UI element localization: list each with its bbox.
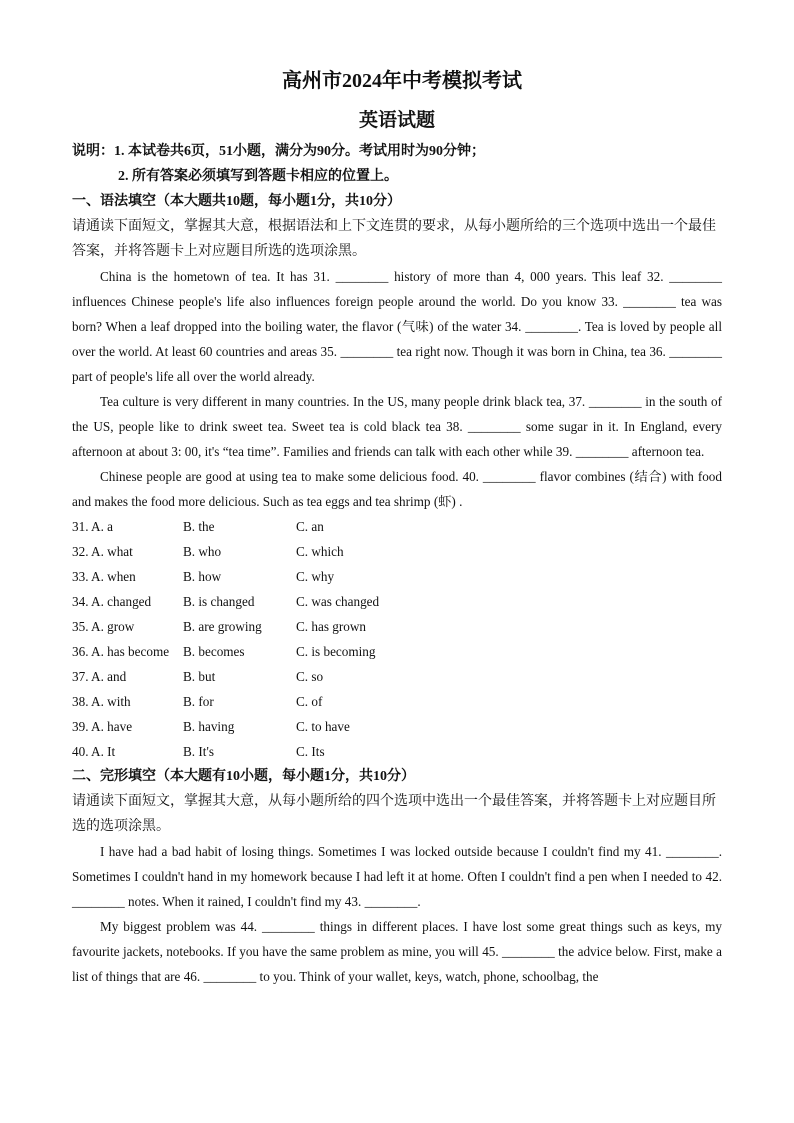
option-c: C. which	[296, 544, 344, 559]
choice-row-33	[72, 564, 722, 589]
option-a: 34. A. changed	[72, 594, 152, 609]
passage-paragraph: Chinese people are good at using tea to make some delicious food. 40. ________ flavor combines (结合) with food and makes the food more delicious. Such as tea eggs and tea shrimp (虾) .	[72, 469, 722, 509]
option-c: C. Its	[296, 744, 325, 759]
option-b: B. becomes	[183, 644, 245, 659]
section-2-instruction: 请通读下面短文，掌握其大意，从每小题所给的四个选项中选出一个最佳答案，并将答题卡上对应题目所选的选项涂黑。	[72, 794, 716, 834]
option-b: B. but	[183, 669, 216, 684]
option-a: 31. A. a	[72, 519, 114, 534]
option-c: C. an	[296, 519, 324, 534]
choice-list	[72, 514, 722, 764]
option-b: B. is changed	[183, 594, 255, 609]
option-b: B. having	[183, 719, 235, 734]
choice-row-32	[72, 539, 722, 564]
choice-row-38	[72, 689, 722, 714]
note-line-1: 说明：1. 本试卷共6页，51小题，满分为90分。考试用时为90分钟；	[72, 144, 485, 159]
exam-page	[72, 68, 722, 989]
choice-row-31	[72, 514, 722, 539]
option-c: C. why	[296, 569, 335, 584]
section-cloze	[72, 764, 722, 989]
exam-subtitle: 英语试题	[358, 110, 435, 131]
choice-row-37	[72, 664, 722, 689]
passage-paragraph: Tea culture is very different in many countries. In the US, many people drink black tea, 37. ________ in the south of the US, people like to drink sweet tea. Sweet tea is cold black tea 38. ________ some sugar in it. In England, every afternoon at about 3: 00, it's “tea time”. Families and friends can talk with each other while 39. ________ afternoon tea.	[72, 394, 722, 459]
option-c: C. so	[296, 669, 324, 684]
option-a: 39. A. have	[72, 719, 133, 734]
option-a: 33. A. when	[72, 569, 136, 584]
option-b: B. are growing	[183, 619, 262, 634]
option-b: B. for	[183, 694, 214, 709]
option-b: B. how	[183, 569, 222, 584]
choice-row-35	[72, 614, 722, 639]
option-c: C. of	[296, 694, 323, 709]
section-1-instruction: 请通读下面短文，掌握其大意，根据语法和上下文连贯的要求，从每小题所给的三个选项中选出一个最佳答案，并将答题卡上对应题目所选的选项涂黑。	[72, 219, 716, 259]
section-2-heading: 二、完形填空（本大题有10小题，每小题1分，共10分）	[72, 769, 415, 784]
option-c: C. to have	[296, 719, 350, 734]
exam-title: 高州市2024年中考模拟考试	[282, 70, 522, 92]
option-b: B. who	[183, 544, 222, 559]
option-a: 37. A. and	[72, 669, 127, 684]
option-b: B. It's	[183, 744, 214, 759]
option-c: C. has grown	[296, 619, 366, 634]
passage-paragraph: China is the hometown of tea. It has 31. ________ history of more than 4, 000 years. This leaf 32. ________ influences Chinese people's life also influences foreign people around the world. Do you know 33. ________ tea was born? When a leaf dropped into the boiling water, the flavor (气味) of the water 34. ________. Tea is loved by people all over the world. At least 60 countries and areas 35. ________ tea right now. Though it was born in China, tea 36. ________ part of people's life all over the world already.	[72, 269, 722, 384]
choice-row-36	[72, 639, 722, 664]
option-c: C. was changed	[296, 594, 380, 609]
note-line-2: 2. 所有答案必须填写到答题卡相应的位置上。	[118, 169, 398, 184]
option-a: 40. A. It	[72, 744, 116, 759]
passage-paragraph: My biggest problem was 44. ________ things in different places. I have lost some great things such as keys, my favourite jackets, notebooks. If you have the same problem as mine, you will 45. ________ the advice below. First, make a list of things that are 46. ________ to you. Think of your wallet, keys, watch, phone, schoolbag, the	[72, 919, 722, 984]
option-a: 35. A. grow	[72, 619, 135, 634]
choice-row-39	[72, 714, 722, 739]
passage-paragraph: I have had a bad habit of losing things. Sometimes I was locked outside because I couldn't find my 41. ________. Sometimes I couldn't hand in my homework because I had left it at home. Often I couldn't find a pen when I needed to 42. ________ notes. When it rained, I couldn't find my 43. ________.	[72, 844, 722, 909]
option-a: 32. A. what	[72, 544, 133, 559]
choice-row-34	[72, 589, 722, 614]
option-a: 36. A. has become	[72, 644, 170, 659]
section-grammar	[72, 189, 722, 764]
option-a: 38. A. with	[72, 694, 131, 709]
option-b: B. the	[183, 519, 215, 534]
section-1-heading: 一、语法填空（本大题共10题，每小题1分，共10分）	[72, 194, 401, 209]
option-c: C. is becoming	[296, 644, 376, 659]
choice-row-40	[72, 739, 722, 764]
